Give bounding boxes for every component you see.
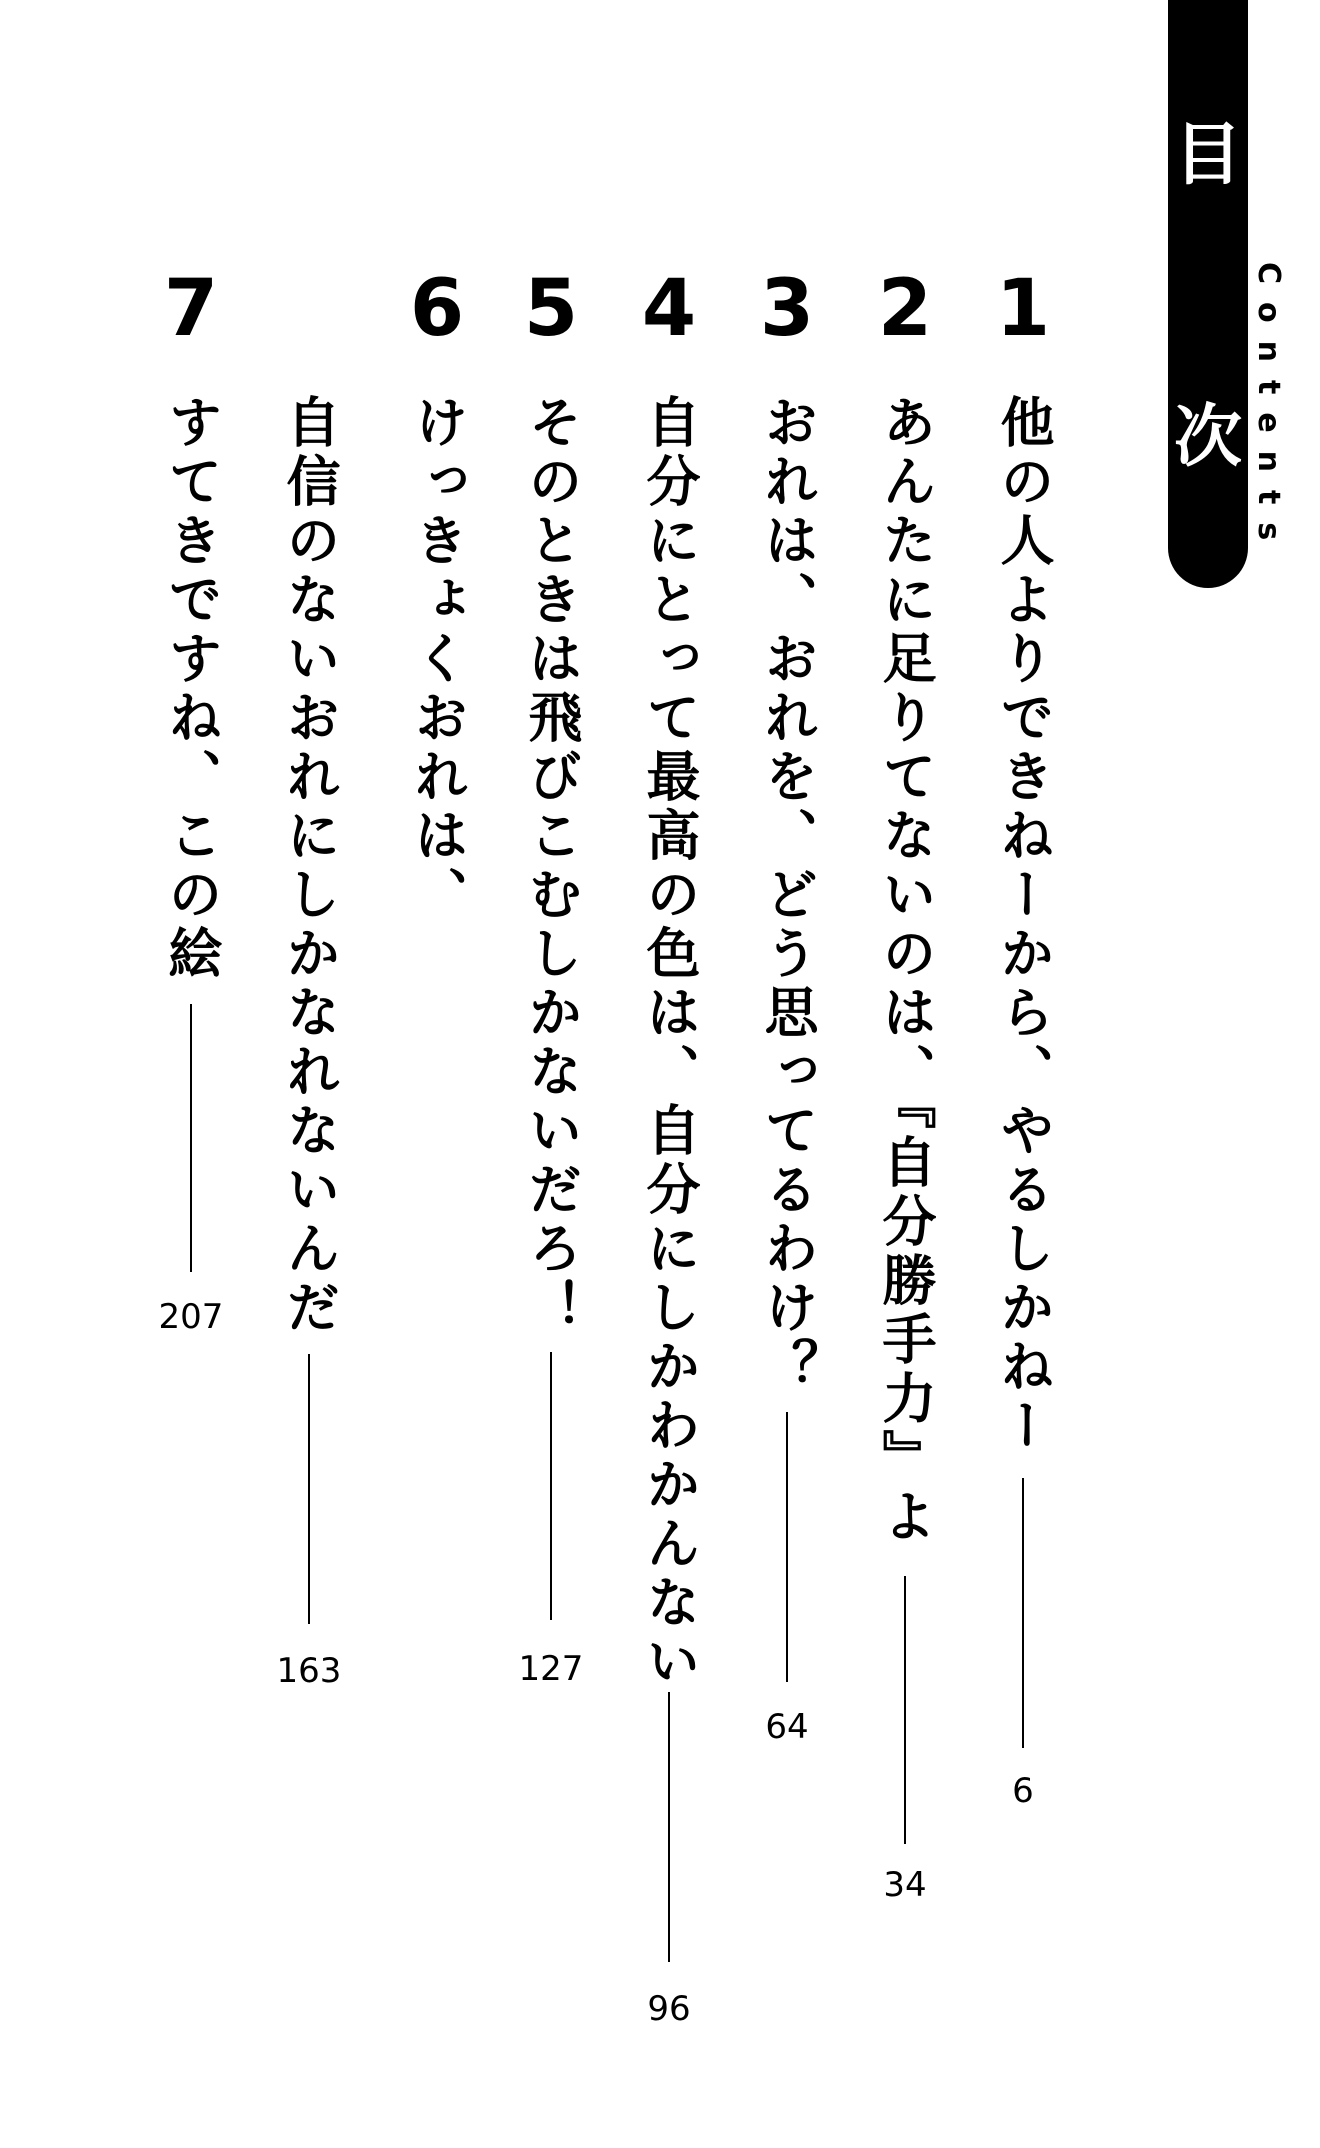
leader-line — [668, 1692, 670, 1962]
page-number: 34 — [883, 1865, 927, 1905]
contents-tab — [1168, 0, 1248, 588]
chapter-title-continued[interactable]: 自信のないおれにしかなれないんだ — [278, 394, 341, 1338]
chapter-title[interactable]: けっきょくおれは、 — [406, 394, 469, 925]
chapter-title[interactable]: あんたに足りてないのは、『自分勝手力』よ — [874, 394, 937, 1547]
toc-title-char-1: 目 — [1173, 116, 1242, 195]
page-number: 6 — [1012, 1771, 1034, 1811]
toc-title-char-2: 次 — [1173, 398, 1242, 477]
chapter-number: 1 — [995, 264, 1051, 354]
toc-entry-2[interactable] — [860, 0, 950, 2148]
toc-entry-4[interactable] — [624, 0, 714, 2148]
leader-line — [904, 1576, 906, 1844]
toc-entry-5[interactable] — [506, 0, 596, 2148]
toc-entry-6[interactable] — [392, 0, 482, 2148]
leader-line — [308, 1354, 310, 1624]
toc-entry-7[interactable] — [146, 0, 236, 2148]
chapter-number: 2 — [877, 264, 933, 354]
chapter-number: 4 — [641, 264, 697, 354]
toc-entry-3[interactable] — [742, 0, 832, 2148]
chapter-title[interactable]: おれは、おれを、どう思ってるわけ？ — [756, 394, 819, 1397]
chapter-title[interactable]: そのときは飛びこむしかないだろ！ — [520, 394, 583, 1338]
page-number: 96 — [647, 1989, 691, 2029]
page-number: 127 — [518, 1649, 584, 1689]
chapter-title[interactable]: 自分にとって最高の色は、自分にしかわかんない — [638, 394, 701, 1692]
leader-line — [1022, 1478, 1024, 1748]
chapter-number: 5 — [523, 264, 579, 354]
leader-line — [190, 1004, 192, 1272]
chapter-number: 6 — [409, 264, 465, 354]
leader-line — [550, 1352, 552, 1620]
chapter-number: 3 — [759, 264, 815, 354]
chapter-title[interactable]: 他の人よりできねーから、やるしかねー — [992, 394, 1055, 1456]
contents-subtitle: Contents — [1251, 262, 1286, 559]
page-number: 207 — [158, 1297, 224, 1337]
chapter-number: 7 — [163, 264, 219, 354]
page-number: 163 — [276, 1651, 342, 1691]
toc-entry-6-continued[interactable] — [264, 0, 354, 2148]
chapter-title[interactable]: すてきですね、この絵 — [160, 394, 223, 984]
leader-line — [786, 1412, 788, 1682]
toc-entry-1[interactable] — [978, 0, 1068, 2148]
page-number: 64 — [765, 1707, 809, 1747]
